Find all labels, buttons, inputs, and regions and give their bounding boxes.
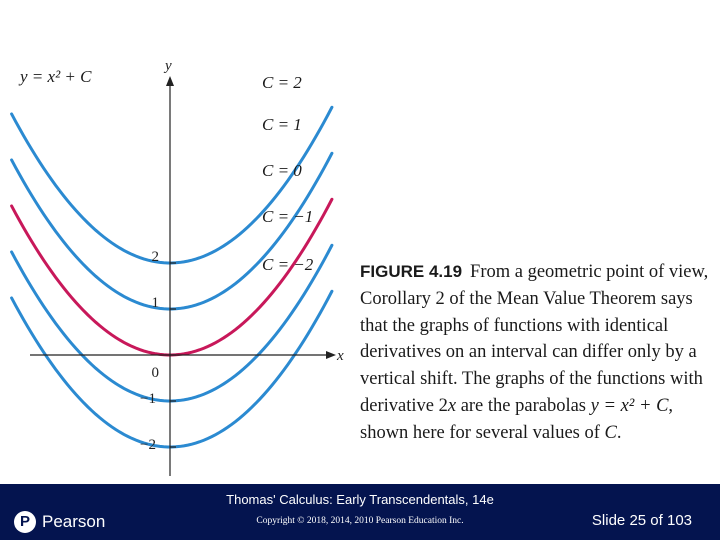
caption-text-2: are the parabolas bbox=[456, 395, 591, 416]
caption-text-4: . bbox=[616, 422, 622, 443]
figure-label: FIGURE 4.19 bbox=[360, 262, 463, 281]
slide-number: Slide 25 of 103 bbox=[591, 512, 692, 529]
figure-caption bbox=[360, 259, 710, 447]
pearson-logo-icon: P bbox=[14, 511, 36, 533]
y-tick-label-2: 0 bbox=[151, 365, 159, 381]
y-tick-label-4: −2 bbox=[140, 437, 156, 453]
chart-equation-label: y = x² + C bbox=[20, 67, 92, 86]
caption-text-3: , shown here for several values of bbox=[360, 395, 674, 443]
pearson-logo bbox=[14, 510, 105, 534]
parabola-curve-4 bbox=[12, 291, 332, 447]
curves-group bbox=[12, 107, 332, 447]
caption-var-c: C bbox=[604, 422, 617, 443]
series-label-1: C = 1 bbox=[262, 115, 302, 134]
footer-bar bbox=[0, 484, 720, 540]
labels-group bbox=[18, 58, 344, 453]
caption-text-1: From a geometric point of view, Corollary 2 of the Mean Value Theorem says that the graphs of functions with identical derivatives on an interval can differ only by a vertical shift. The graphs of the functions with derivative 2 bbox=[360, 262, 709, 416]
series-label-0: C = 2 bbox=[262, 73, 302, 92]
y-tick-label-0: 2 bbox=[151, 249, 159, 265]
pearson-logo-text: Pearson bbox=[42, 512, 106, 531]
y-axis-label: y bbox=[165, 58, 172, 74]
y-tick-label-1: 1 bbox=[151, 295, 159, 311]
course-title: Thomas' Calculus: Early Transcendentals, 14e bbox=[226, 492, 494, 507]
axes-group bbox=[30, 76, 336, 476]
copyright-text: Copyright © 2018, 2014, 2010 Pearson Education Inc. bbox=[256, 516, 464, 526]
y-tick-label-3: −1 bbox=[140, 391, 156, 407]
caption-var-x: x bbox=[447, 395, 457, 416]
y-axis-arrow bbox=[166, 76, 174, 86]
caption-equation: y = x² + C bbox=[590, 395, 669, 416]
series-label-3: C = −1 bbox=[262, 207, 314, 226]
x-axis-arrow bbox=[326, 351, 336, 359]
series-label-2: C = 0 bbox=[262, 161, 302, 180]
x-axis-label: x bbox=[337, 348, 344, 364]
series-label-4: C = −2 bbox=[262, 255, 314, 274]
